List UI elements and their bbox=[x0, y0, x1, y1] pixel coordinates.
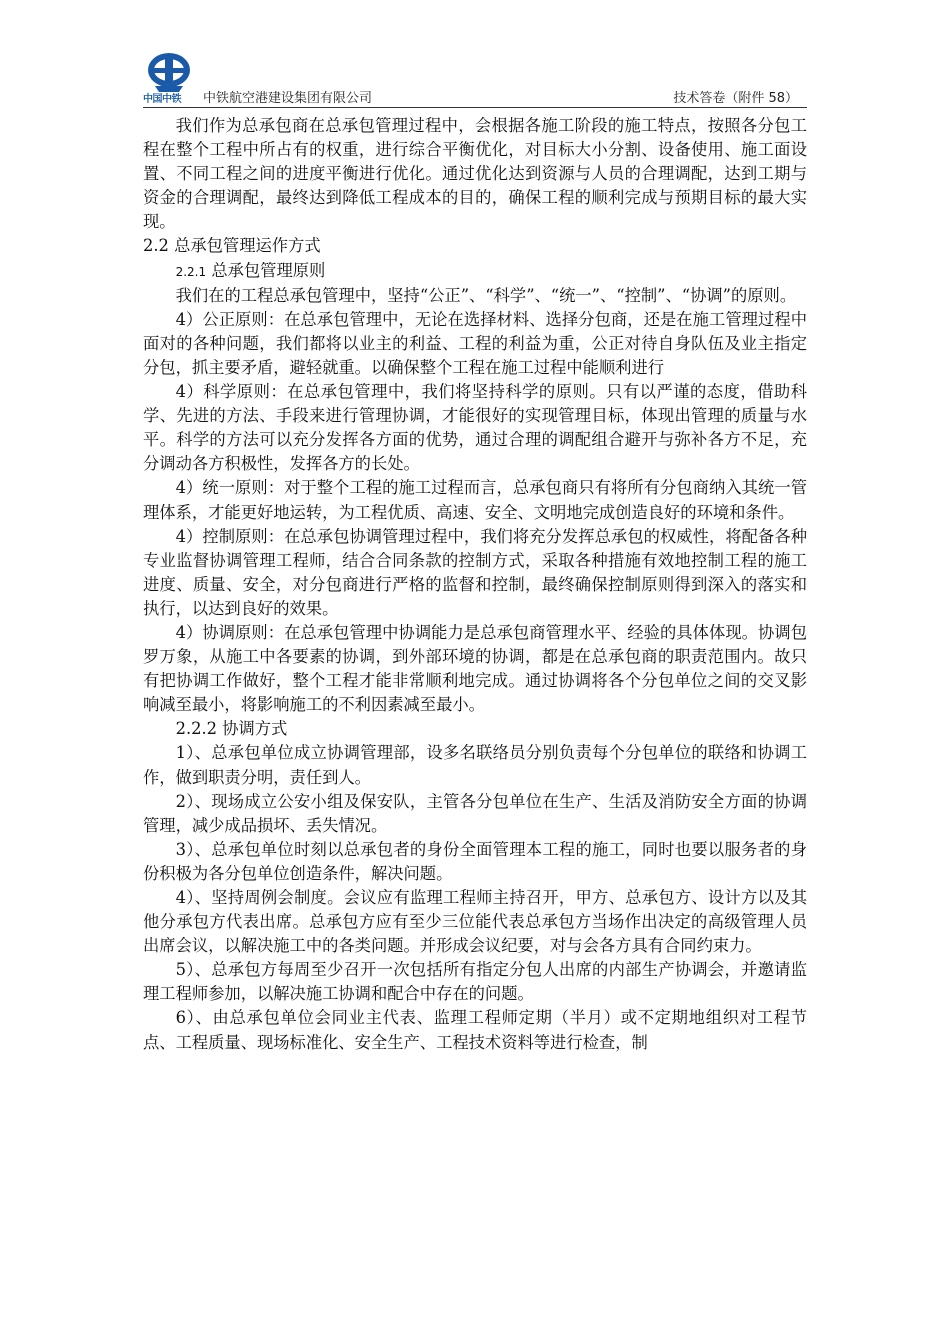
logo-text: 中国中铁 bbox=[143, 94, 181, 105]
document-label: 技术答卷（附件 58） bbox=[673, 91, 798, 106]
paragraph: 4）、坚持周例会制度。会议应有监理工程师主持召开，甲方、总承包方、设计方以及其他分承包方代表出席。总承包方应有至少三位能代表总承包方当场作出决定的高级管理人员出席会议，以解决施工中的各类问题。并形成会议纪要，对与会各方具有合同约束力。 bbox=[143, 888, 807, 956]
paragraph: 我们作为总承包商在总承包管理过程中，会根据各施工阶段的施工特点，按照各分包工程在整个工程中所占有的权重，进行综合平衡优化，对目标大小分割、设备使用、施工面设置、不同工程之间的进度平衡进行优化。通过优化达到资源与人员的合理调配，达到工期与资金的合理调配，最终达到降低工程成本的目的，确保工程的顺利完成与预期目标的最大实现。 bbox=[143, 116, 807, 232]
subsection-heading bbox=[143, 717, 807, 741]
paragraph: 4）协调原则：在总承包管理中协调能力是总承包商管理水平、经验的具体体现。协调包罗万象，从施工中各要素的协调，到外部环境的协调，都是在总承包商的职责范围内。故只有把协调工作做好，整个工程才能非常顺利地完成。通过协调将各个分包单位之间的交叉影响减至最小，将影响施工的不利因素减至最小。 bbox=[143, 622, 807, 715]
subsection-title: 2.2.2 协调方式 bbox=[175, 719, 288, 739]
subsection-heading bbox=[143, 259, 807, 284]
document-body bbox=[143, 114, 807, 1055]
header-divider bbox=[143, 107, 807, 108]
paragraph: 2）、现场成立公安小组及保安队，主管各分包单位在生产、生活及消防安全方面的协调管理，减少成品损坏、丢失情况。 bbox=[143, 791, 807, 835]
paragraph: 3）、总承包单位时刻以总承包者的身份全面管理本工程的施工，同时也要以服务者的身份积极为各分包单位创造条件，解决问题。 bbox=[143, 839, 807, 883]
paragraph: 4）统一原则：对于整个工程的施工过程而言，总承包商只有将所有分包商纳入其统一管理体系，才能更好地运转，为工程优质、高速、安全、文明地完成创造良好的环境和条件。 bbox=[143, 478, 807, 522]
section-heading: 2.2 总承包管理运作方式 bbox=[143, 236, 321, 256]
paragraph: 6）、由总承包单位会同业主代表、监理工程师定期（半月）或不定期地组织对工程节点、工程质量、现场标准化、安全生产、工程技术资料等进行检查，制 bbox=[143, 1008, 807, 1052]
subsection-title: 总承包管理原则 bbox=[206, 260, 326, 280]
paragraph: 5）、总承包方每周至少召开一次包括所有指定分包人出席的内部生产协调会，并邀请监理工程师参加，以解决施工协调和配合中存在的问题。 bbox=[143, 960, 807, 1004]
paragraph: 4）公正原则：在总承包管理中，无论在选择材料、选择分包商，还是在施工管理过程中面对的各种问题，我们都将以业主的利益、工程的利益为重，公正对待自身队伍及业主指定分包，抓主要矛盾，避轻就重。以确保整个工程在施工过程中能顺利进行 bbox=[143, 309, 807, 377]
paragraph: 4）控制原则：在总承包协调管理过程中，我们将充分发挥总承包的权威性，将配备各种专业监督协调管理工程师，结合合同条款的控制方式，采取各种措施有效地控制工程的施工进度、质量、安全，对分包商进行严格的监督和控制，最终确保控制原则得到深入的落实和执行，以达到良好的效果。 bbox=[143, 526, 807, 618]
paragraph: 4）科学原则：在总承包管理中，我们将坚持科学的原则。只有以严谨的态度，借助科学、先进的方法、手段来进行管理协调，才能很好的实现管理目标，体现出管理的质量与水平。科学的方法可以充分发挥各方面的优势，通过合理的调配组合避开与弥补各方不足，充分调动各方积极性，发挥各方的长处。 bbox=[143, 382, 807, 474]
subsection-number: 2.2.1 bbox=[175, 264, 207, 279]
company-name: 中铁航空港建设集团有限公司 bbox=[203, 91, 373, 106]
paragraph: 1）、总承包单位成立协调管理部，设多名联络员分别负责每个分包单位的联络和协调工作，做到职责分明，责任到人。 bbox=[143, 743, 807, 787]
paragraph: 我们在的工程总承包管理中，坚持“公正”、“科学”、“统一”、“控制”、“协调”的原则。 bbox=[175, 285, 797, 305]
